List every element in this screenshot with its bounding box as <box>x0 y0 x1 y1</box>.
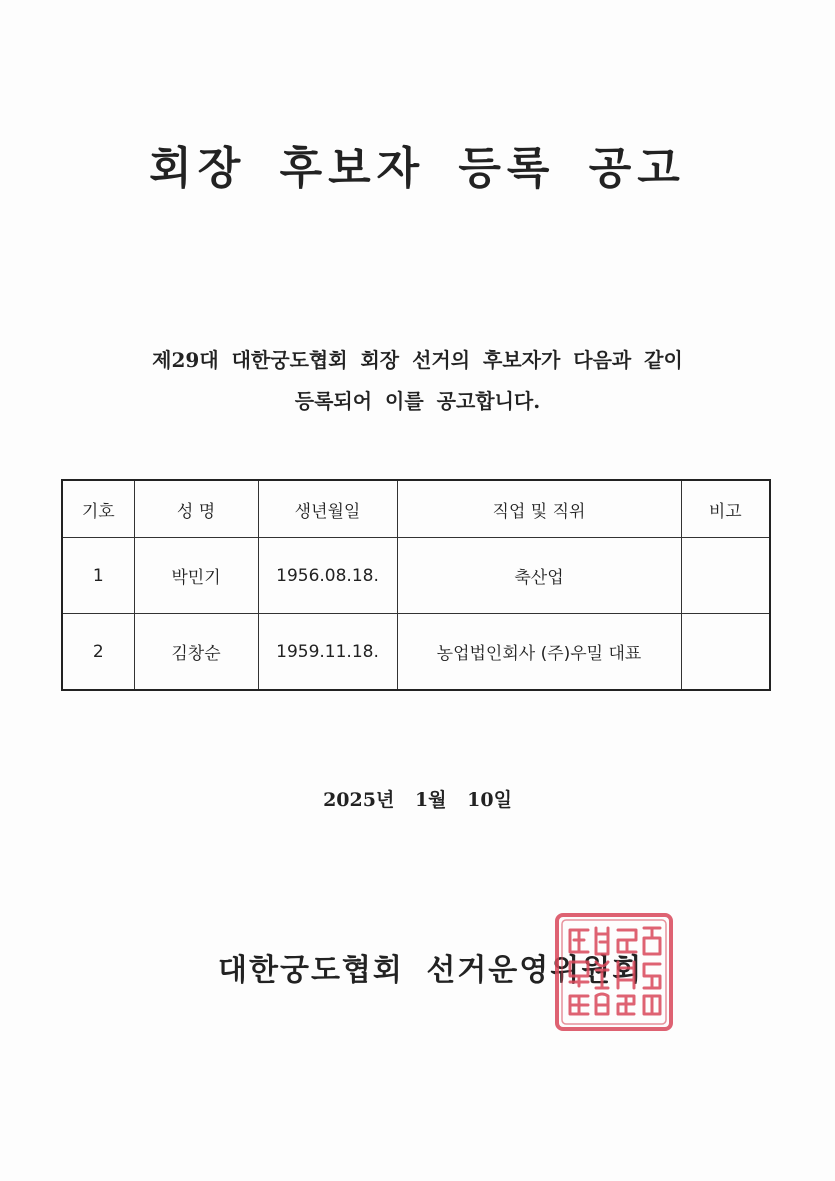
cell-remarks <box>681 538 770 614</box>
cell-remarks <box>681 614 770 691</box>
issuer-name: 대한궁도협회 선거운영위원회 <box>218 953 644 988</box>
header-occupation: 직업 및 직위 <box>397 480 681 538</box>
table-row <box>62 538 770 614</box>
issue-date <box>0 785 835 812</box>
table-header-row <box>62 480 770 538</box>
header-birthdate: 생년월일 <box>258 480 397 538</box>
header-remarks: 비고 <box>681 480 770 538</box>
date-year: 2025년 <box>323 789 395 811</box>
cell-occupation: 농업법인회사 (주)우밀 대표 <box>397 614 681 691</box>
document-title: 회장 후보자 등록 공고 <box>149 143 686 194</box>
cell-occupation: 축산업 <box>397 538 681 614</box>
notice-body <box>0 340 835 422</box>
header-number: 기호 <box>62 480 134 538</box>
date-day: 10일 <box>467 789 512 811</box>
cell-birthdate: 1959.11.18. <box>258 614 397 691</box>
official-seal-stamp <box>554 912 674 1032</box>
cell-number: 1 <box>62 538 134 614</box>
candidate-table <box>61 479 771 691</box>
notice-line-1: 제29대 대한궁도협회 회장 선거의 후보자가 다음과 같이 <box>152 348 683 372</box>
date-month: 1월 <box>414 789 447 811</box>
cell-name: 박민기 <box>134 538 258 614</box>
cell-birthdate: 1956.08.18. <box>258 538 397 614</box>
cell-number: 2 <box>62 614 134 691</box>
header-name: 성 명 <box>134 480 258 538</box>
cell-name: 김창순 <box>134 614 258 691</box>
table-row <box>62 614 770 691</box>
notice-line-2: 등록되어 이를 공고합니다. <box>294 389 541 413</box>
